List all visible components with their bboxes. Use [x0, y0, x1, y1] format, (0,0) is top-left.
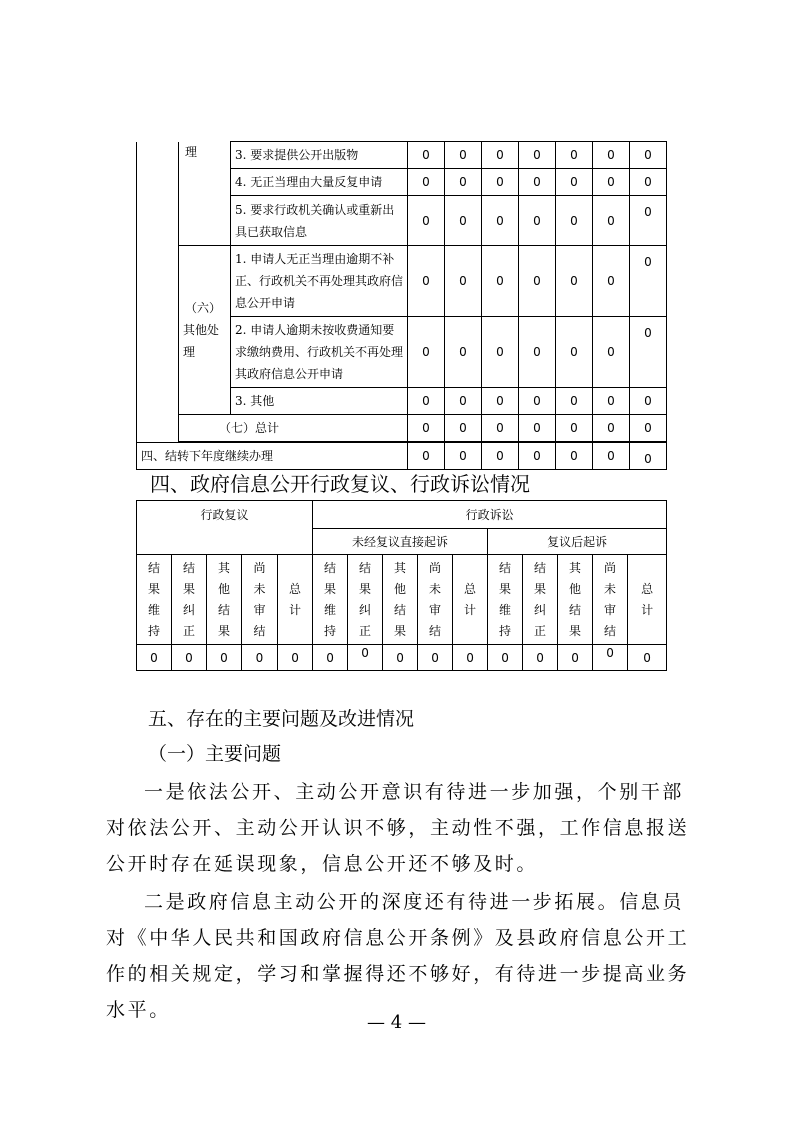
cell-value: 0	[137, 645, 172, 671]
col-label: 其他结果	[558, 555, 593, 645]
row-label: 3. 要求提供公开出版物	[231, 142, 408, 169]
row-label: 4. 无正当理由大量反复申请	[231, 169, 408, 196]
cell-value: 0	[519, 196, 556, 246]
total-label: （七）总计	[179, 415, 408, 442]
table-row	[137, 443, 667, 470]
cell-value: 0	[172, 645, 207, 671]
direct-suit-header: 未经复议直接起诉	[313, 529, 488, 555]
col-label: 尚未审结	[418, 555, 453, 645]
cell-value: 0	[383, 645, 418, 671]
cell-value: 0	[519, 246, 556, 317]
cell-value: 0	[593, 169, 630, 196]
paragraph-1: 一是依法公开、主动公开意识有待进一步加强，个别干部对依法公开、主动公开认识不够，主动性不强，工作信息报送公开时存在延误现象，信息公开还不够及时。	[106, 781, 690, 875]
cell-value: 0	[445, 317, 482, 388]
row-label: 3. 其他	[231, 388, 408, 415]
cell-value: 0	[519, 169, 556, 196]
cell-value: 0	[523, 645, 558, 671]
cell-value: 0	[482, 246, 519, 317]
col-label: 其他结果	[207, 555, 242, 645]
cell-value: 0	[519, 443, 556, 470]
cell-value: 0	[207, 645, 242, 671]
subheading-main-problems: （一）主要问题	[148, 743, 282, 765]
col-label: 结果纠正	[172, 555, 207, 645]
group-label-line: （六）	[185, 301, 222, 315]
col-label: 尚未审结	[593, 555, 628, 645]
cell-value: 0	[519, 142, 556, 169]
cell-value: 0	[445, 415, 482, 442]
table-row	[137, 645, 667, 671]
cell-value: 0	[482, 142, 519, 169]
table-row	[137, 246, 667, 317]
cell-value: 0	[556, 196, 593, 246]
cell-value: 0	[593, 142, 630, 169]
cell-value: 0	[348, 645, 383, 671]
cell-value: 0	[519, 388, 556, 415]
paragraph-2: 二是政府信息主动公开的深度还有待进一步拓展。信息员对《中华人民共和国政府信息公开条例》及县政府信息公开工作的相关规定，学习和掌握得还不够好，有待进一步提高业务水平。	[106, 891, 690, 1021]
cell-value: 0	[558, 645, 593, 671]
cell-value: 0	[482, 388, 519, 415]
cell-value: 0	[408, 196, 445, 246]
col-label: 结果维持	[488, 555, 523, 645]
cell-value: 0	[630, 142, 667, 169]
cell-value: 0	[556, 317, 593, 388]
cell-value: 0	[593, 246, 630, 317]
cell-value: 0	[593, 645, 628, 671]
col-label: 结果纠正	[523, 555, 558, 645]
cell-value: 0	[593, 388, 630, 415]
cell-value: 0	[630, 443, 667, 470]
col-label: 结果维持	[137, 555, 172, 645]
cell-value: 0	[556, 142, 593, 169]
cell-value: 0	[630, 246, 667, 317]
after-review-suit-header: 复议后起诉	[488, 529, 667, 555]
review-header: 行政复议	[137, 501, 313, 555]
row-label: 1. 申请人无正当理由逾期不补正、行政机关不再处理其政府信息公开申请	[231, 246, 408, 317]
cell-value: 0	[278, 645, 313, 671]
cell-value: 0	[482, 443, 519, 470]
cell-value: 0	[408, 443, 445, 470]
col-label: 结果维持	[313, 555, 348, 645]
cell-value: 0	[630, 317, 667, 388]
cell-value: 0	[445, 246, 482, 317]
table-row	[137, 501, 667, 529]
cell-value: 0	[519, 317, 556, 388]
group-label-line: 其他处	[183, 323, 220, 337]
cell-value: 0	[418, 645, 453, 671]
row-label: 5. 要求行政机关确认或重新出具已获取信息	[231, 196, 408, 246]
cell-value: 0	[445, 443, 482, 470]
col-label: 总计	[278, 555, 313, 645]
cell-value: 0	[519, 415, 556, 442]
cell-value: 0	[628, 645, 667, 671]
cell-value: 0	[630, 169, 667, 196]
cell-value: 0	[488, 645, 523, 671]
table-row	[137, 415, 667, 442]
section4-heading: 四、政府信息公开行政复议、行政诉讼情况	[150, 472, 530, 496]
page-number: — 4 —	[367, 1012, 426, 1033]
cell-value: 0	[556, 443, 593, 470]
cell-value: 0	[630, 388, 667, 415]
cell-value: 0	[482, 169, 519, 196]
cell-value: 0	[630, 196, 667, 246]
cell-value: 0	[242, 645, 278, 671]
group-label: 理	[179, 142, 231, 246]
row-label: 2. 申请人逾期未按收费通知要求缴纳费用、行政机关不再处理其政府信息公开申请	[231, 317, 408, 388]
col-label: 结果纠正	[348, 555, 383, 645]
cell-value: 0	[630, 415, 667, 442]
group-label-line: 理	[183, 345, 196, 359]
cell-value: 0	[445, 388, 482, 415]
cell-value: 0	[408, 415, 445, 442]
col-label: 尚未审结	[242, 555, 278, 645]
col-label: 总计	[628, 555, 667, 645]
cell-value: 0	[408, 142, 445, 169]
request-handling-table	[136, 141, 667, 470]
cell-value: 0	[593, 196, 630, 246]
col-label: 其他结果	[383, 555, 418, 645]
group-label-other	[179, 246, 231, 415]
table-row	[137, 142, 667, 169]
cell-value: 0	[556, 415, 593, 442]
review-litigation-table	[136, 500, 667, 671]
cell-value: 0	[593, 317, 630, 388]
cell-value: 0	[593, 443, 630, 470]
cell-value: 0	[408, 246, 445, 317]
cell-value: 0	[408, 169, 445, 196]
table-row	[137, 555, 667, 645]
section5-heading: 五、存在的主要问题及改进情况	[148, 708, 415, 730]
cell-value: 0	[482, 196, 519, 246]
outer-group-cell	[137, 142, 179, 443]
cell-value: 0	[593, 415, 630, 442]
cell-value: 0	[408, 388, 445, 415]
cell-value: 0	[313, 645, 348, 671]
cell-value: 0	[445, 142, 482, 169]
cell-value: 0	[453, 645, 488, 671]
cell-value: 0	[556, 388, 593, 415]
cell-value: 0	[482, 415, 519, 442]
litigation-header: 行政诉讼	[313, 501, 667, 529]
cell-value: 0	[445, 196, 482, 246]
cell-value: 0	[445, 169, 482, 196]
cell-value: 0	[482, 317, 519, 388]
cell-value: 0	[408, 317, 445, 388]
col-label: 总计	[453, 555, 488, 645]
cell-value: 0	[556, 169, 593, 196]
carry-over-label: 四、结转下年度继续办理	[137, 443, 408, 470]
cell-value: 0	[556, 246, 593, 317]
